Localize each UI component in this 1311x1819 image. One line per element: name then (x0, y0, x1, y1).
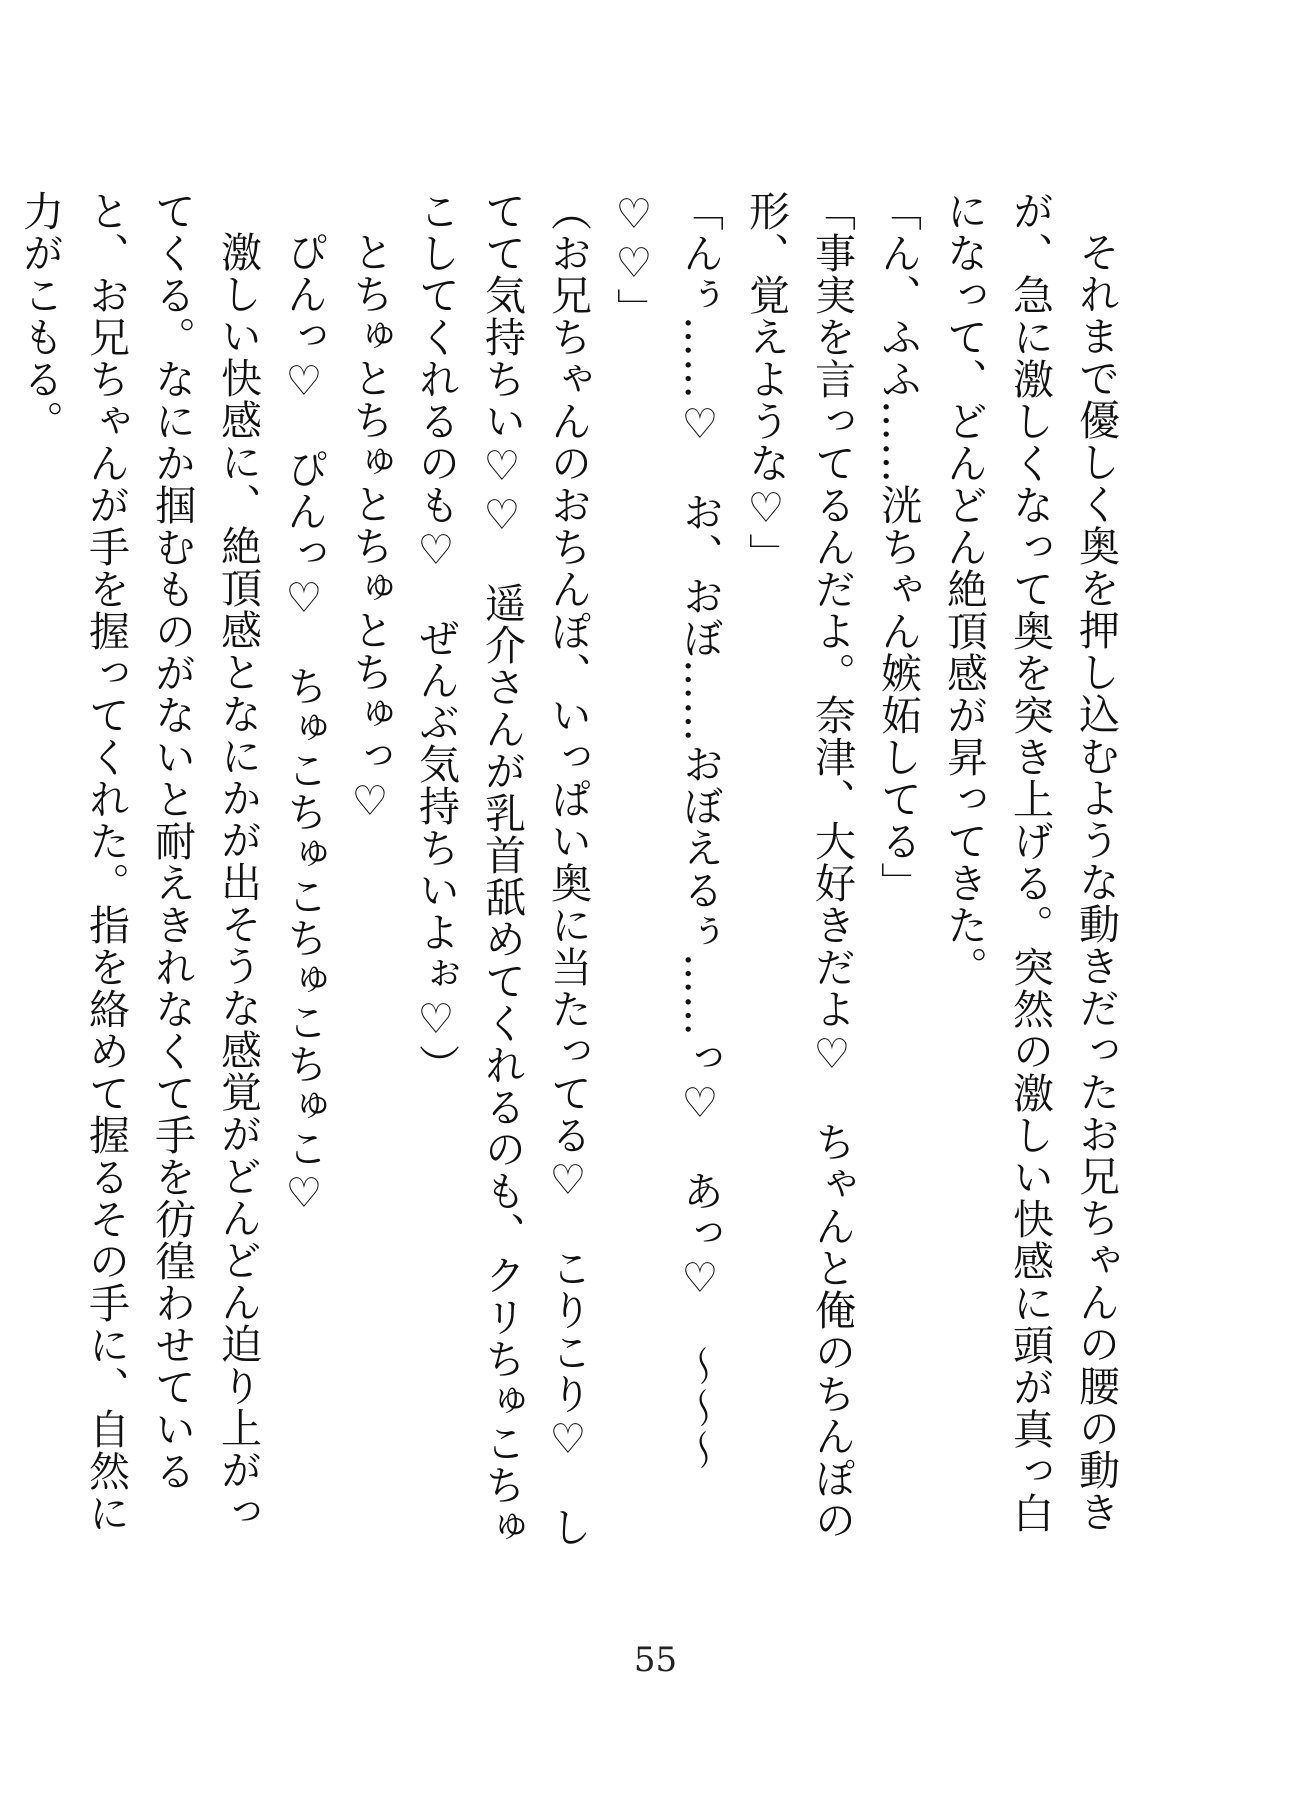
dialog-line-3: 「んぅ……♡ お、おぼ……おぼえるぅ……っ♡ あっ♡ ～～～♡♡」 (610, 190, 724, 1471)
body-text (16, 190, 1129, 1570)
paragraph-1: それまで優しく奥を押し込むような動きだったお兄ちゃんの腰の動きが、急に激しくなって奥を突き上げる。突然の激しい快感に頭が真っ白になって、どんどん絶頂感が昇ってきた。 (940, 190, 1120, 1534)
onomatopoeia-1: とちゅとちゅとちゅとちゅっ♡ (346, 231, 394, 826)
paragraph-2: 激しい快感に、絶頂感となにかが出そうな感覚がどんどん迫り上がってくる。なにか掴むものがないと耐えきれなくて手を彷徨わせていると、お兄ちゃんが手を握ってくれた。指を絡めて握るその手に、自然に力がこもる。 (16, 190, 262, 1534)
dialog-line-1: 「ん、ふふ……洸ちゃん嫉妬してる」 (874, 190, 922, 904)
page-number: 55 (633, 1640, 678, 1680)
inner-monologue: （お兄ちゃんのおちんぽ、いっぱい奥に当たってる♡ こりこり♡ してて気持ちい♡♡ 遥介さんが乳首舐めてくれるのも、クリちゅこちゅこしてくれるのも♡ ぜんぶ気持ちいよぉ♡） (412, 190, 592, 1548)
dialog-line-2: 「事実を言ってるんだよ。奈津、大好きだよ♡ ちゃんと俺のちんぽの形、覚えような♡」 (742, 190, 856, 1541)
onomatopoeia-2: ぴんっ♡ ぴんっ♡ ちゅこちゅこちゅこちゅこ♡ (280, 231, 328, 1218)
